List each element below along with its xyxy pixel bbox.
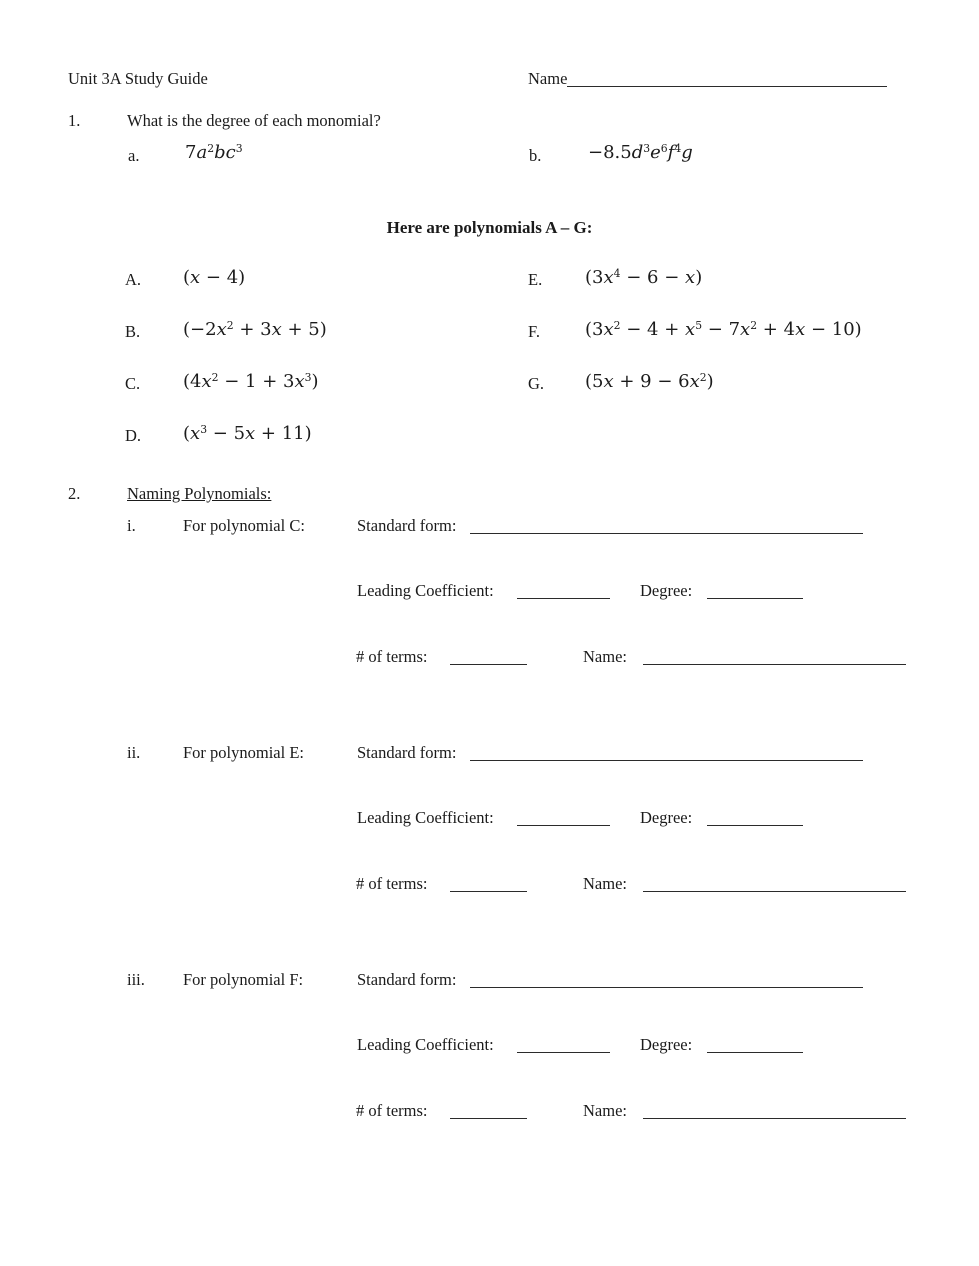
part-i-prompt: For polynomial C: (183, 516, 305, 535)
polynomial-d-expression: $(x^3 - 5x + 11)$ (183, 423, 312, 444)
part-ii-standard-form-label: Standard form: (357, 743, 457, 762)
polynomial-e-expression: $(3x^4 - 6 - x)$ (585, 267, 703, 288)
monomial-a-label: a. (128, 146, 140, 165)
polynomial-a-label: A. (125, 270, 142, 289)
polynomial-b-expression: $(-2x^2 + 3x + 5)$ (183, 319, 327, 340)
part-iii-degree-blank (707, 1052, 803, 1053)
part-ii-degree-label: Degree: (640, 808, 693, 827)
polynomial-f-label: F. (528, 322, 540, 341)
part-iii-leading-coefficient-blank (517, 1052, 610, 1053)
part-ii-prompt: For polynomial E: (183, 743, 304, 762)
polynomial-a-expression: (x − 4) (183, 267, 246, 288)
name-blank-line (567, 86, 887, 87)
part-ii-degree-blank (707, 825, 803, 826)
polynomial-c-expression: $(4x^2 - 1 + 3x^3)$ (183, 371, 319, 392)
polynomial-d-label: D. (125, 426, 142, 445)
part-iii-prompt: For polynomial F: (183, 970, 304, 989)
question2-number: 2. (68, 484, 81, 503)
part-iii-num-terms-label: # of terms: (356, 1101, 428, 1120)
part-iii-leading-coefficient-label: Leading Coefficient: (357, 1035, 494, 1054)
part-ii-num-terms-blank (450, 891, 527, 892)
part-iii-degree-label: Degree: (640, 1035, 693, 1054)
monomial-b-label: b. (529, 146, 542, 165)
part-iii-numeral: iii. (127, 970, 145, 989)
document-title: Unit 3A Study Guide (68, 69, 208, 88)
part-iii-standard-form-blank (470, 987, 863, 988)
question2-title: Naming Polynomials: (127, 484, 272, 503)
part-iii-name-label: Name: (583, 1101, 627, 1120)
question1-prompt: What is the degree of each monomial? (127, 111, 381, 130)
part-ii-numeral: ii. (127, 743, 141, 762)
part-i-degree-label: Degree: (640, 581, 693, 600)
part-ii-name-label: Name: (583, 874, 627, 893)
polynomial-c-label: C. (125, 374, 141, 393)
part-i-leading-coefficient-blank (517, 598, 610, 599)
part-ii-leading-coefficient-label: Leading Coefficient: (357, 808, 494, 827)
part-i-degree-blank (707, 598, 803, 599)
polynomial-e-label: E. (528, 270, 543, 289)
question1-number: 1. (68, 111, 81, 130)
monomial-b-expression: $-8.5d^3e^6f^4g$ (588, 142, 693, 163)
polynomial-f-expression: $(3x^2 - 4 + x^5 - 7x^2 + 4x - 10)$ (585, 319, 862, 340)
part-iii-num-terms-blank (450, 1118, 527, 1119)
part-i-num-terms-label: # of terms: (356, 647, 428, 666)
part-i-name-label: Name: (583, 647, 627, 666)
part-i-numeral: i. (127, 516, 136, 535)
part-i-standard-form-label: Standard form: (357, 516, 457, 535)
part-i-num-terms-blank (450, 664, 527, 665)
polynomials-heading: Here are polynomials A – G: (386, 218, 593, 237)
part-ii-name-blank (643, 891, 906, 892)
part-ii-num-terms-label: # of terms: (356, 874, 428, 893)
part-iii-name-blank (643, 1118, 906, 1119)
name-label: Name (528, 69, 568, 88)
polynomial-g-label: G. (528, 374, 545, 393)
part-i-name-blank (643, 664, 906, 665)
polynomial-g-expression: $(5x + 9 - 6x^2)$ (585, 371, 714, 392)
part-iii-standard-form-label: Standard form: (357, 970, 457, 989)
part-i-leading-coefficient-label: Leading Coefficient: (357, 581, 494, 600)
monomial-a-expression: $7a^2bc^3$ (185, 142, 243, 163)
part-i-standard-form-blank (470, 533, 863, 534)
part-ii-standard-form-blank (470, 760, 863, 761)
part-ii-leading-coefficient-blank (517, 825, 610, 826)
polynomial-b-label: B. (125, 322, 141, 341)
